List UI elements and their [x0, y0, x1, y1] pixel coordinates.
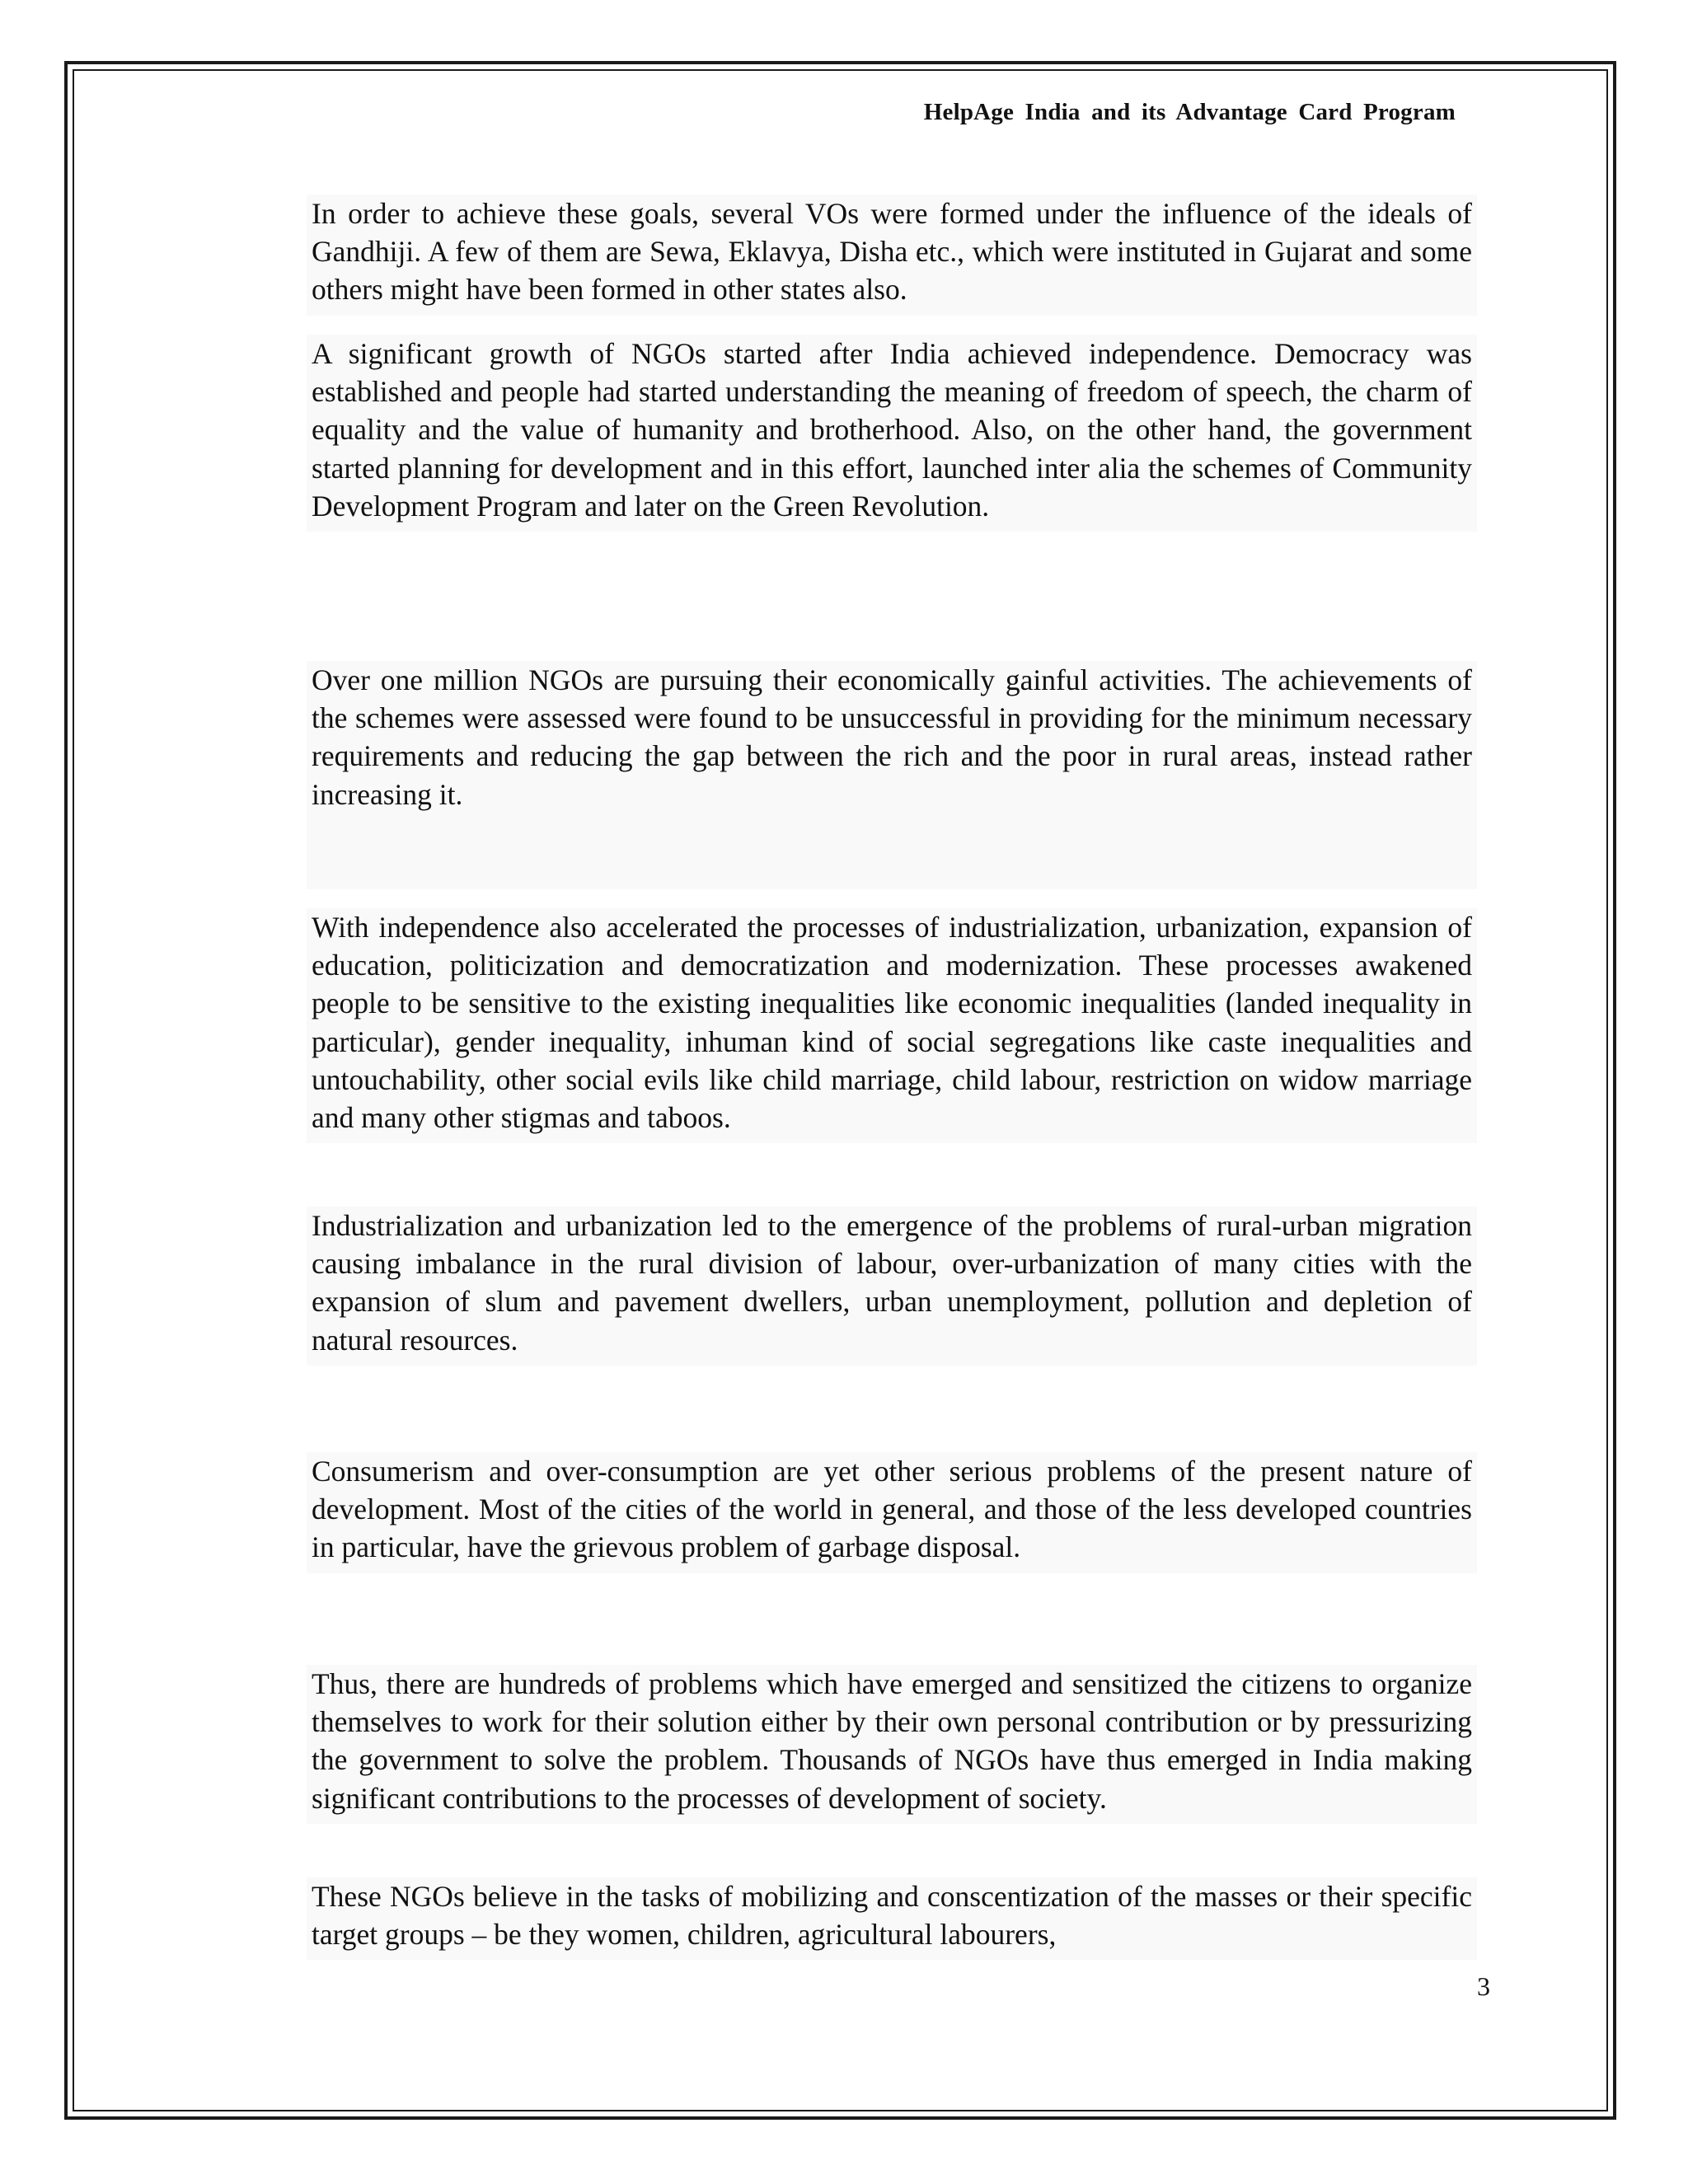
page-number: 3 [1477, 1971, 1490, 2001]
paragraph-5: Industrialization and urbanization led to the emergence of the problems of rural-urban migration causing imbalance in the rural division of labour, over-urbanization of many cities with the expansion of slum and pavement dwellers, urban unemployment, pollution and depletion of natural resources. [307, 1207, 1477, 1366]
paragraph-7: Thus, there are hundreds of problems which have emerged and sensitized the citizens to organize themselves to work for their solution either by their own personal contribution or by pressurizing the government to solve the problem. Thousands of NGOs have thus emerged in India making significant contributions to the processes of development of society. [307, 1665, 1477, 1824]
paragraph-4: With independence also accelerated the processes of industrialization, urbanization, expansion of education, politicization and democratization and modernization. These processes awakened people to be sensitive to the existing inequalities like economic inequalities (landed inequality in particular), gender inequality, inhuman kind of social segregations like caste inequalities and untouchability, other social evils like child marriage, child labour, restriction on widow marriage and many other stigmas and taboos. [307, 908, 1477, 1143]
running-header: HelpAge India and its Advantage Card Program [923, 99, 1456, 125]
paragraph-8: These NGOs believe in the tasks of mobilizing and conscentization of the masses or their specific target groups – be they women, children, agricultural labourers, [307, 1877, 1477, 1960]
paragraph-2: A significant growth of NGOs started after India achieved independence. Democracy was established and people had started understanding the meaning of freedom of speech, the charm of equality and the value of humanity and brotherhood. Also, on the other hand, the government started planning for development and in this effort, launched inter alia the schemes of Community Development Program and later on the Green Revolution. [307, 335, 1477, 532]
paragraph-3: Over one million NGOs are pursuing their economically gainful activities. The achievements of the schemes were assessed were found to be unsuccessful in providing for the minimum necessary requirements and reducing the gap between the rich and the poor in rural areas, instead rather increasing it. [307, 661, 1477, 889]
paragraph-1: In order to achieve these goals, several VOs were formed under the influence of the ideals of Gandhiji. A few of them are Sewa, Eklavya, Disha etc., which were instituted in Gujarat and some others might have been formed in other states also. [307, 194, 1477, 316]
paragraph-6: Consumerism and over-consumption are yet other serious problems of the present nature of development. Most of the cities of the world in general, and those of the less developed countries in particular, have the grievous problem of garbage disposal. [307, 1452, 1477, 1573]
